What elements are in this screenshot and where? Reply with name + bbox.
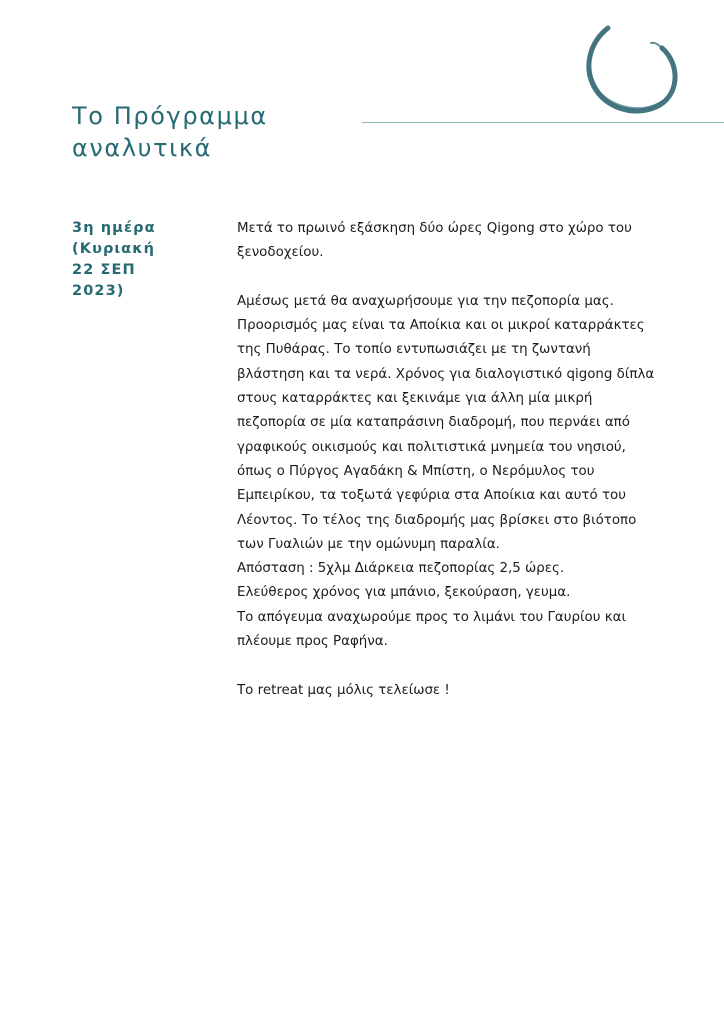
paragraph-intro <box>237 217 687 266</box>
paragraph-closing <box>237 679 687 703</box>
text-line: ξενοδοχείου. <box>237 245 324 261</box>
paragraph-gap <box>237 654 687 678</box>
page-title <box>72 100 372 164</box>
text-line: Αμέσως μετά θα αναχωρήσουμε για την πεζοπορία μας. <box>237 293 614 309</box>
text-line: πεζοπορία σε μία καταπράσινη διαδρομή, που περνάει από <box>237 415 630 431</box>
header-divider <box>362 122 724 123</box>
day-label-line: 3η ημέρα <box>72 220 156 236</box>
text-line: Εμπειρίκου, τα τοξωτά γεφύρια στα Αποίκια και αυτό του <box>237 488 626 504</box>
text-line: Προορισμός μας είναι τα Αποίκια και οι μικροί καταρράκτες <box>237 318 645 334</box>
text-line: γραφικούς οικισμούς και πολιτιστικά μνημεία του νησιού, <box>237 439 626 455</box>
text-line: της Πυθάρας. Το τοπίο εντυπωσιάζει με τη ζωντανή <box>237 342 591 358</box>
text-line: Λέοντος. Το τέλος της διαδρομής μας βρίσκει στο βιότοπο <box>237 512 637 528</box>
day-label-line: (Κυριακή <box>72 241 156 257</box>
text-line: πλέουμε προς Ραφήνα. <box>237 634 388 650</box>
text-line: βλάστηση και τα νερά. Χρόνος για διαλογιστικό qigong δίπλα <box>237 366 655 382</box>
text-line: στους καταρράκτες και ξεκινάμε για άλλη μία μικρή <box>237 391 593 407</box>
brush-circle-icon <box>578 22 682 122</box>
text-line: Μετά το πρωινό εξάσκηση δύο ώρες Qigong στο χώρο του <box>237 221 632 236</box>
text-line: των Γυαλιών με την ομώνυμη παραλία. <box>237 536 500 552</box>
text-line: όπως ο Πύργος Αγαδάκη & Μπίστη, ο Νερόμυλος του <box>237 463 595 479</box>
text-line: Ελεύθερος χρόνος για μπάνιο, ξεκούραση, γευμα. <box>237 585 571 601</box>
page-title-line: Το Πρόγραμμα <box>72 102 268 130</box>
paragraph-gap <box>237 266 687 290</box>
day-label-line: 2023) <box>72 283 125 299</box>
day-label-line: 22 ΣΕΠ <box>72 262 136 278</box>
text-line: Το retreat μας μόλις τελείωσε ! <box>237 682 450 698</box>
paragraph-hike <box>237 290 687 654</box>
day-label <box>72 218 202 302</box>
text-line: Απόσταση : 5χλμ Διάρκεια πεζοπορίας 2,5 ώρες. <box>237 561 565 577</box>
page-title-line: αναλυτικά <box>72 134 213 162</box>
day-description <box>237 217 687 703</box>
text-line: Το απόγευμα αναχωρούμε προς το λιμάνι του Γαυρίου και <box>237 609 626 625</box>
